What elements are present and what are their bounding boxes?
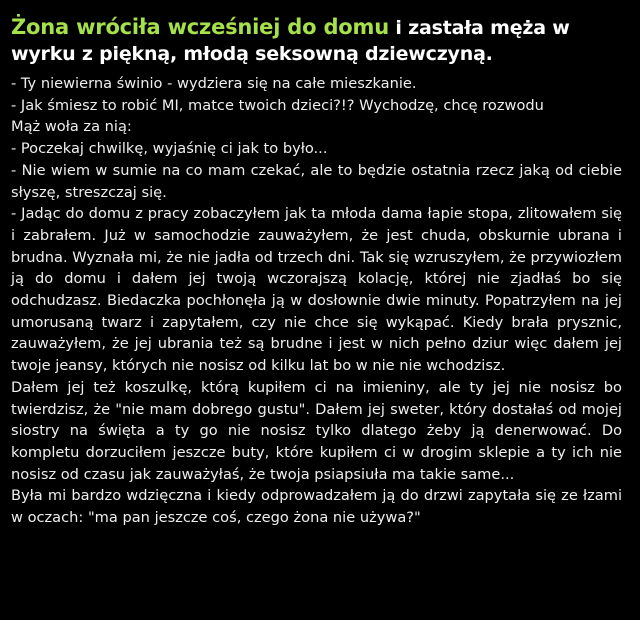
story-line: Była mi bardzo wdzięczna i kiedy odprowadzałem ją do drzwi zapytała się ze łzami w oczach: "ma pan jeszcze coś, czego żona nie używa?"	[11, 487, 622, 527]
story-line: - Nie wiem w sumie na co mam czekać, ale to będzie ostatnia rzecz jaką od ciebie słyszę, streszczaj się.	[11, 161, 622, 201]
headline-rest: i zastała męża w wyrku z piękną, młodą seksowną dziewczyną.	[11, 17, 570, 65]
story-line: - Ty niewierna świnio - wydziera się na całe mieszkanie.	[11, 75, 417, 92]
story-line: - Poczekaj chwilkę, wyjaśnię ci jak to było...	[11, 140, 328, 158]
story-line: - Jadąc do domu z pracy zobaczyłem jak ta młoda dama łapie stopa, zlitowałem się i zabrałem. Już w samochodzie zauważyłem, że jest chuda, obskurnie ubrana i brudna. Wyznała mi, że nie jadła od trzech dni. Tak się wzruszyłem, że przywiozłem ją do domu i dałem jej twoją wczorajszą kolację, której nie zjadłaś bo się odchudzasz. Biedaczka pochłonęła ją w dosłownie dwie minuty. Popatrzyłem na jej umorusaną twarz i zapytałem, czy nie chce się wykąpać. Kiedy brała prysznic, zauważyłem, że jej ubrania też są brudne i jest w nich pełno dziur więc dałem jej twoje jeansy, których nie nosisz od kilku lat bo w nie nie wchodzisz.	[11, 205, 622, 375]
story-text	[11, 73, 622, 529]
headline-accent: Żona wróciła wcześniej do domu	[11, 15, 389, 39]
story-line: Mąż woła za nią:	[11, 118, 132, 136]
headline	[11, 14, 622, 67]
story-line: Dałem jej też koszulkę, którą kupiłem ci na imieniny, ale ty jej nie nosisz bo twierdzisz, że "nie mam dobrego gustu". Dałem jej sweter, który dostałaś od mojej siostry na święta a ty go nie nosisz tylko dlatego żeby ją denerwować. Do kompletu dorzuciłem jeszcze buty, które kupiłem ci w drogim sklepie a ty ich nie nosisz od czasu jak zauważyłaś, że twoja psiapsiuła ma takie same...	[11, 378, 622, 483]
story-line: - Jak śmiesz to robić MI, matce twoich dzieci?!? Wychodzę, chcę rozwodu	[11, 96, 544, 114]
